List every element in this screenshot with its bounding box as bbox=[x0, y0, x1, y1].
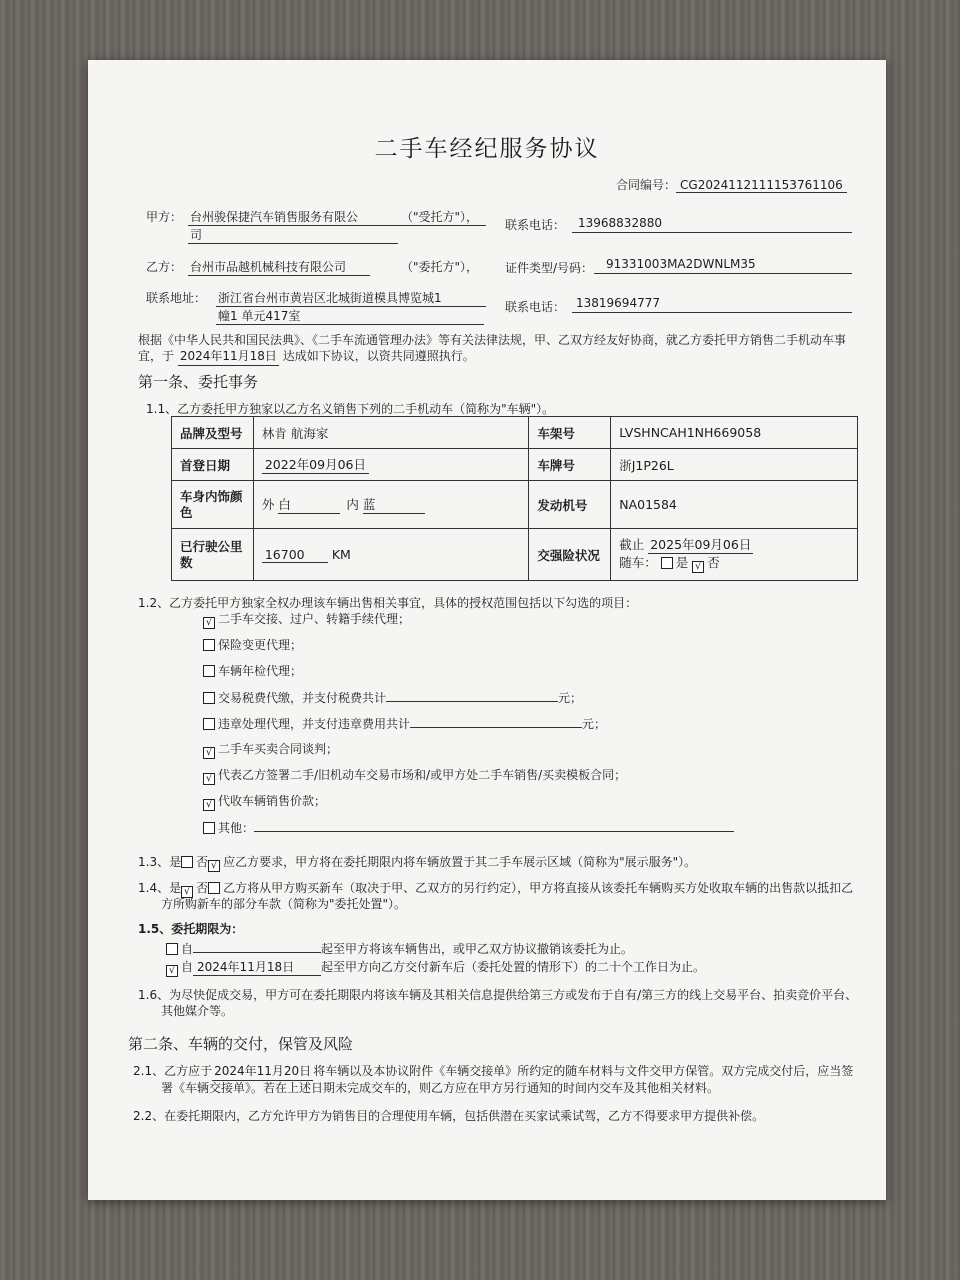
authorization-item bbox=[203, 740, 338, 759]
authorization-item bbox=[203, 792, 326, 811]
party-b-label: 乙方： bbox=[146, 260, 183, 274]
party-a-name-line2: 司 bbox=[190, 228, 203, 242]
authorization-item-checkbox[interactable]: √ bbox=[203, 747, 215, 759]
brand-label: 品牌及型号 bbox=[172, 417, 254, 449]
party-b-address-line2: 幢1 单元417室 bbox=[218, 309, 301, 323]
authorization-item bbox=[203, 714, 606, 732]
inner-color-value: 蓝 bbox=[363, 495, 425, 514]
clause-2-1-line2: 署《车辆交接单》。若在上述日期未完成交车的，则乙方应在甲方另行通知的时间内交车及其他相关材料。 bbox=[161, 1081, 720, 1095]
contract-paper bbox=[88, 60, 886, 1200]
vin-label: 车架号 bbox=[529, 417, 611, 449]
authorization-item-label: 违章处理代理，并支付违章费用共计 bbox=[218, 717, 411, 731]
authorization-item-checkbox[interactable] bbox=[203, 665, 215, 677]
authorization-item-label: 代表乙方签署二手/旧机动车交易市场和/或甲方处二手车销售/买卖模板合同； bbox=[218, 768, 627, 782]
clause-1-5-heading: 1.5、委托期限为： bbox=[138, 922, 244, 936]
reg-date-label: 首登日期 bbox=[172, 449, 254, 481]
party-b-id-label: 证件类型/号码： bbox=[505, 261, 594, 275]
party-b-name: 台州市品越机械科技有限公司 bbox=[190, 260, 347, 274]
party-a-role: （"受托方"）， bbox=[401, 210, 479, 224]
party-b-underline bbox=[188, 275, 370, 276]
authorization-item-checkbox[interactable] bbox=[203, 692, 215, 704]
party-b-address-label: 联系地址： bbox=[146, 291, 207, 305]
engine-label: 发动机号 bbox=[529, 481, 611, 529]
party-b-id-underline bbox=[594, 273, 852, 274]
intro-date: 2024年11月18日 bbox=[178, 348, 279, 366]
authorization-item-label: 二手车买卖合同谈判； bbox=[218, 742, 339, 756]
authorization-item-label: 其他： bbox=[218, 821, 255, 835]
clause-1-2: 1.2、乙方委托甲方独家全权办理该车辆出售相关事宜，具体的授权范围包括以下勾选的项目： bbox=[138, 596, 638, 610]
authorization-item bbox=[203, 818, 734, 836]
contract-number bbox=[616, 176, 847, 193]
term-option-1: 自 起至甲方将该车辆售出，或甲乙双方协议撤销该委托为止。 bbox=[166, 939, 633, 957]
clause-1-3-yes-checkbox[interactable] bbox=[181, 856, 193, 868]
insurance-label: 交强险状况 bbox=[529, 529, 611, 581]
authorization-item-checkbox[interactable] bbox=[203, 718, 215, 730]
vehicle-table bbox=[171, 416, 858, 581]
intro-line1: 根据《中华人民共和国民法典》、《二手车流通管理办法》等有关法律法规，甲、乙双方经友好协商，就乙方委托甲方销售二手机动车事 bbox=[138, 333, 847, 347]
party-a-name-line1: 台州骏保捷汽车销售服务有限公 bbox=[190, 210, 359, 224]
clause-1-3: 1.3、是 否 √ 应乙方要求，甲方将在委托期限内将车辆放置于其二手车展示区域（简称为"展示服务"）。 bbox=[138, 855, 697, 871]
authorization-item-checkbox[interactable]: √ bbox=[203, 773, 215, 785]
clause-1-3-no-checkbox[interactable]: √ bbox=[208, 860, 220, 872]
party-b-address-underline bbox=[216, 306, 486, 307]
party-b-phone-underline bbox=[572, 312, 852, 313]
table-row bbox=[172, 481, 858, 529]
authorization-item-checkbox[interactable]: √ bbox=[203, 617, 215, 629]
authorization-item-suffix: 元； bbox=[582, 717, 607, 731]
contract-number-label: 合同编号： bbox=[616, 178, 677, 192]
outer-color-value: 白 bbox=[278, 495, 340, 514]
party-b-id-value: 91331003MA2DWNLM35 bbox=[606, 257, 756, 271]
engine-value: NA01584 bbox=[611, 481, 858, 529]
authorization-item-checkbox[interactable] bbox=[203, 822, 215, 834]
clause-1-4-line2: 方所购新车的部分车款（简称为"委托处置"）。 bbox=[161, 897, 407, 911]
party-a-phone-underline bbox=[572, 232, 852, 233]
clause-1-4-no-checkbox[interactable] bbox=[208, 882, 220, 894]
mileage-label: 已行驶公里数 bbox=[172, 529, 254, 581]
intro-line2: 宜，于 2024年11月18日 达成如下协议，以资共同遵照执行。 bbox=[138, 348, 475, 366]
party-a-phone-value: 13968832880 bbox=[578, 216, 662, 230]
article1-heading: 第一条、委托事务 bbox=[138, 373, 259, 391]
clause-2-1-line1: 2.1、乙方应于 2024年11月20日 将车辆以及本协议附件《车辆交接单》所约定的随车材料与文件交甲方保管。双方完成交付后，应当签 bbox=[133, 1063, 853, 1081]
authorization-item-blank bbox=[254, 818, 734, 832]
party-b-address-underline-2 bbox=[216, 324, 484, 325]
vin-value: LVSHNCAH1NH669058 bbox=[611, 417, 858, 449]
article2-heading: 第二条、车辆的交付，保管及风险 bbox=[128, 1035, 354, 1053]
insurance-cell: 截止 2025年09月06日 随车： 是 √ 否 bbox=[611, 529, 858, 581]
reg-date-value: 2022年09月06日 bbox=[262, 455, 369, 474]
mileage-cell bbox=[253, 529, 529, 581]
clause-1-6-line2: 其他媒介等。 bbox=[161, 1004, 234, 1018]
term-option-2-checkbox[interactable]: √ bbox=[166, 965, 178, 977]
clause-1-4: 1.4、是 √ 否 乙方将从甲方购买新车（取决于甲、乙双方的另行约定），甲方将直接从该委托车辆购买方处收取车辆的出售款以抵扣乙 bbox=[138, 881, 854, 897]
term-option-2-date: 2024年11月18日 bbox=[193, 958, 321, 976]
party-b-phone-value: 13819694777 bbox=[576, 296, 660, 310]
reg-date-cell bbox=[253, 449, 529, 481]
mileage-unit: KM bbox=[331, 546, 351, 562]
insurance-no-checkbox[interactable]: √ bbox=[692, 561, 704, 573]
term-option-2: √ 自 2024年11月18日 起至甲方向乙方交付新车后（委托处置的情形下）的二十个工作日为止。 bbox=[166, 958, 705, 977]
plate-label: 车牌号 bbox=[529, 449, 611, 481]
authorization-item bbox=[203, 610, 410, 629]
party-a-underline-2 bbox=[188, 243, 398, 244]
party-a-underline bbox=[188, 225, 486, 226]
authorization-item bbox=[203, 636, 302, 653]
document-title: 二手车经纪服务协议 bbox=[374, 136, 600, 162]
authorization-item-checkbox[interactable] bbox=[203, 639, 215, 651]
contract-number-value: CG2024112111153761106 bbox=[676, 178, 847, 193]
color-cell: 外 白 内 蓝 bbox=[253, 481, 529, 529]
authorization-item-checkbox[interactable]: √ bbox=[203, 799, 215, 811]
mileage-value: 16700 bbox=[262, 547, 328, 563]
clause-1-6-line1: 1.6、为尽快促成交易，甲方可在委托期限内将该车辆及其相关信息提供给第三方或发布于自有/第三方的线上交易平台、拍卖竞价平台、 bbox=[138, 988, 858, 1002]
authorization-item bbox=[203, 766, 626, 785]
authorization-item bbox=[203, 688, 582, 706]
brand-value: 林肯 航海家 bbox=[253, 417, 529, 449]
party-b-role: （"委托方"）， bbox=[401, 260, 479, 274]
clause-2-2: 2.2、在委托期限内，乙方允许甲方为销售目的合理使用车辆，包括供潜在买家试乘试驾，乙方不得要求甲方提供补偿。 bbox=[133, 1109, 765, 1123]
authorization-item-label: 交易税费代缴，并支付税费共计 bbox=[218, 691, 387, 705]
authorization-item bbox=[203, 662, 302, 679]
insurance-yes-checkbox[interactable] bbox=[661, 557, 673, 569]
authorization-item-label: 代收车辆销售价款； bbox=[218, 794, 327, 808]
table-row bbox=[172, 417, 858, 449]
authorization-item-blank bbox=[410, 714, 582, 728]
authorization-item-blank bbox=[386, 688, 558, 702]
party-a-label: 甲方： bbox=[146, 210, 183, 224]
color-label: 车身内饰颜色 bbox=[172, 481, 254, 529]
party-a-phone-label: 联系电话： bbox=[505, 218, 566, 232]
party-b-address-line1: 浙江省台州市黄岩区北城街道模具博览城1 bbox=[218, 291, 442, 305]
table-row bbox=[172, 529, 858, 581]
term-option-1-checkbox[interactable] bbox=[166, 943, 178, 955]
table-row bbox=[172, 449, 858, 481]
clause-1-4-yes-checkbox[interactable]: √ bbox=[181, 886, 193, 898]
authorization-item-suffix: 元； bbox=[558, 691, 583, 705]
authorization-item-label: 保险变更代理； bbox=[218, 638, 303, 652]
party-b-phone-label: 联系电话： bbox=[505, 300, 566, 314]
clause-2-1-date: 2024年11月20日 bbox=[212, 1063, 313, 1081]
term-option-1-blank bbox=[193, 939, 321, 953]
insurance-date: 2025年09月06日 bbox=[650, 537, 752, 552]
authorization-item-label: 车辆年检代理； bbox=[218, 664, 303, 678]
authorization-item-label: 二手车交接、过户、转籍手续代理； bbox=[218, 612, 411, 626]
plate-value: 浙J1P26L bbox=[611, 449, 858, 481]
clause-1-1: 1.1、乙方委托甲方独家以乙方名义销售下列的二手机动车（简称为"车辆"）。 bbox=[146, 402, 555, 416]
